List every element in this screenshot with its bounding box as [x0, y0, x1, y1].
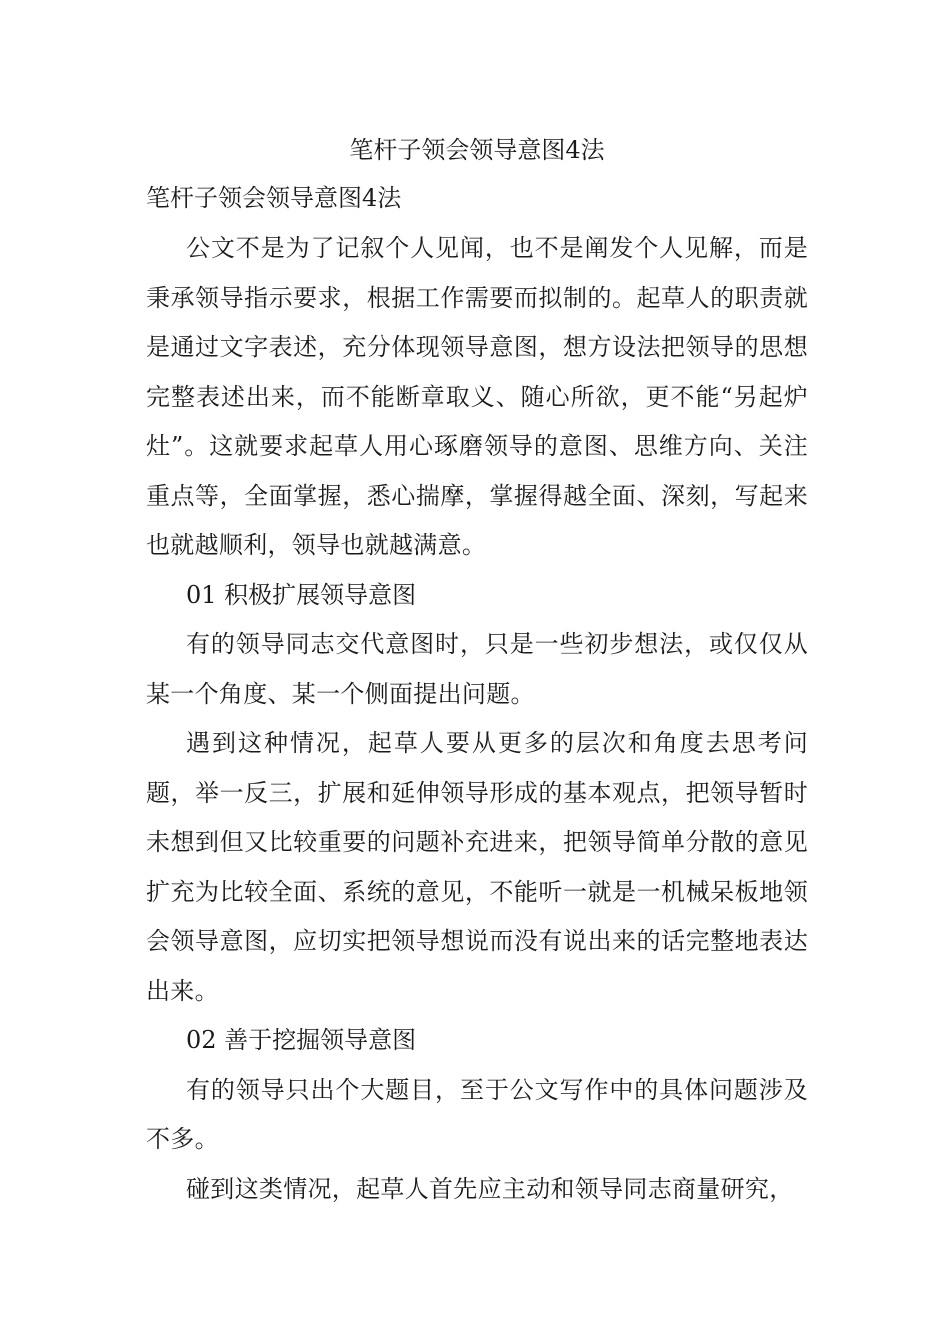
section-heading-01: 01 积极扩展领导意图 — [186, 580, 417, 609]
paragraph: 有的领导只出个大题目，至于公文写作中的具体问题涉及不多。 — [146, 1075, 808, 1153]
paragraph: 有的领导同志交代意图时，只是一些初步想法，或仅仅从某一个角度、某一个侧面提出问题。 — [146, 630, 808, 708]
paragraph: 遇到这种情况，起草人要从更多的层次和角度去思考问题，举一反三，扩展和延伸领导形成的基本观点，把领导暂时未想到但又比较重要的问题补充进来，把领导简单分散的意见扩充为比较全面、系统的意见，不能听一就是一机械呆板地领会领导意图，应切实把领导想说而没有说出来的话完整地表达出来。 — [146, 729, 808, 1005]
document-subtitle: 笔杆子领会领导意图4法 — [146, 184, 402, 212]
section-heading-02: 02 善于挖掘领导意图 — [186, 1026, 417, 1054]
document-title: 笔杆子领会领导意图4法 — [349, 136, 605, 164]
document-body — [146, 128, 808, 1214]
paragraph: 碰到这类情况，起草人首先应主动和领导同志商量研究， — [186, 1174, 794, 1203]
paragraph-intro: 公文不是为了记叙个人见闻，也不是阐发个人见解，而是秉承领导指示要求，根据工作需要而拟制的。起草人的职责就是通过文字表述，充分体现领导意图，想方设法把领导的思想完整表述出来，而不能断章取义、随心所欲，更不能“另起炉灶”。这就要求起草人用心琢磨领导的意图、思维方向、关注重点等，全面掌握，悉心揣摩，掌握得越全面、深刻，写起来也就越顺利，领导也就越满意。 — [146, 234, 808, 559]
